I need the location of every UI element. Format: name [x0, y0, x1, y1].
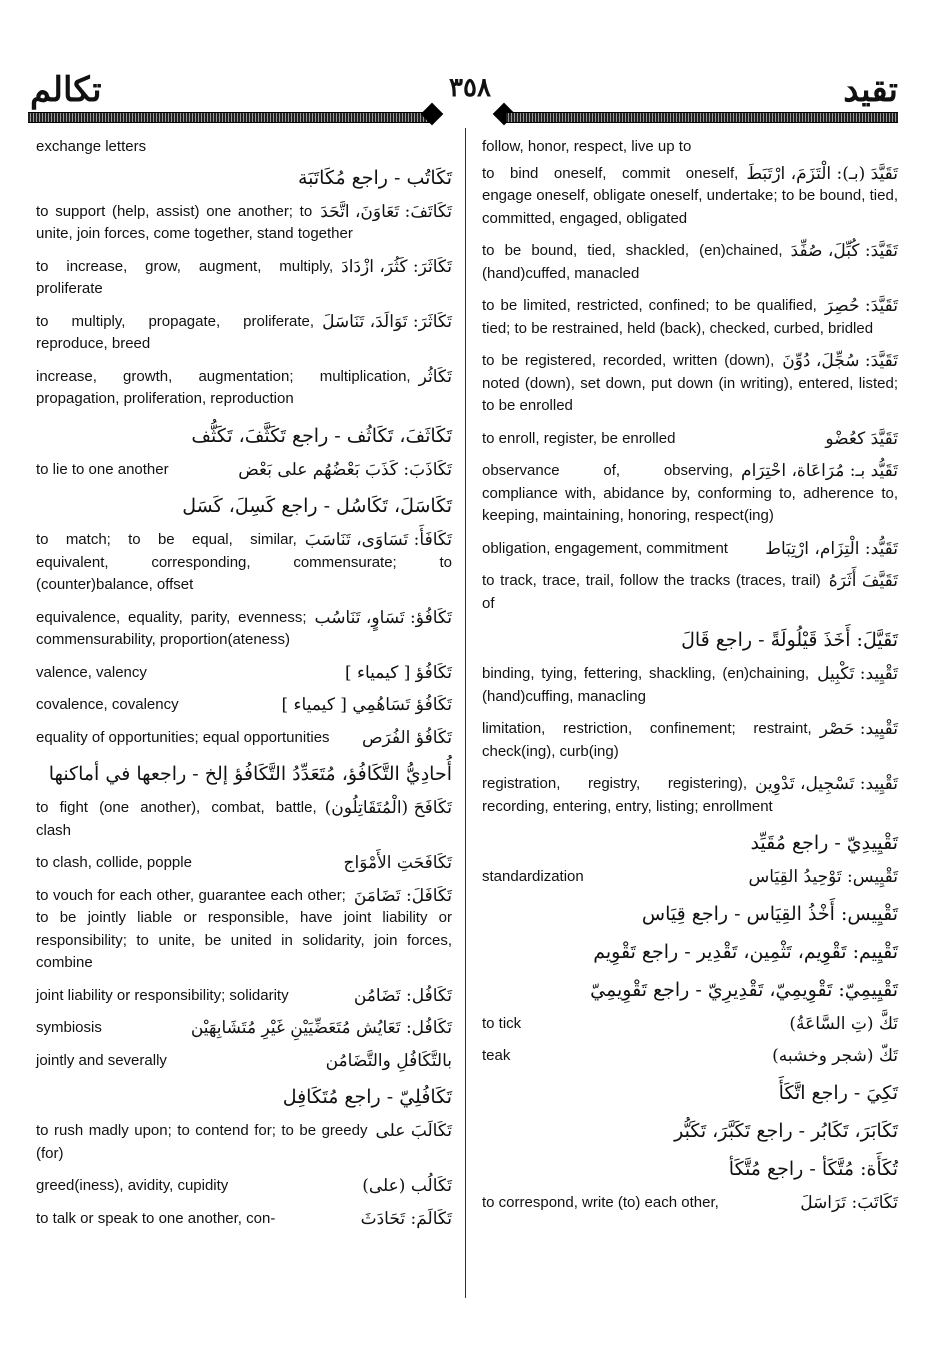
entry-definition-english: to talk or speak to one another, con- [36, 1209, 276, 1227]
right-column [482, 136, 898, 1224]
entry-definition-english: to clash, collide, popple [36, 854, 192, 871]
dictionary-entry [36, 1120, 452, 1165]
entry-definition-english: limitation, restriction, confinement; restraint, check(ing), curb(ing) [482, 720, 812, 760]
arabic-cross-reference: تَكَاثَفَ، تَكَاثُف - راجع تَكَثَّفَ، تَكَثُّف [191, 424, 452, 447]
dictionary-entry [482, 163, 898, 231]
entry-definition-english: symbiosis [36, 1019, 102, 1036]
entry-definition-english: to enroll, register, be enrolled [482, 429, 676, 447]
entry-definition-english: binding, tying, fettering, shackling, (en)chaining, (hand)cuffing, manacling [482, 665, 810, 705]
entry-definition-english: equivalence, equality, parity, evenness; commensurability, proportion(ateness) [36, 608, 307, 648]
entry-headword-arabic: تَقْيِيد: تَسْجِيل، تَدْوِين [755, 774, 898, 794]
entry-definition-english: to correspond, write (to) each other, [482, 1193, 719, 1211]
entry-definition-english: obligation, engagement, commitment [482, 539, 728, 557]
entry-definition-english: covalence, covalency [36, 696, 179, 713]
entry-headword-arabic: تَقَيَّدَ (بـ): الْتَزَمَ، ارْتَبَطَ [746, 163, 898, 184]
entry-headword-arabic: تَقَيَّدَ: سُجِّلَ، دُوِّنَ [782, 351, 898, 371]
dictionary-entry [36, 852, 452, 875]
dictionary-entry [36, 256, 452, 301]
entry-headword-arabic: تَقَيَّفَ أَثَرَهُ [828, 571, 898, 591]
entry-definition-english: to be bound, tied, shackled, (en)chained, (hand)cuffed, manacled [482, 242, 783, 282]
dictionary-entry [482, 773, 898, 818]
dictionary-entry [36, 694, 452, 717]
entry-headword-arabic: تَكَالَمَ: تَحَادَثَ [360, 1208, 452, 1229]
entry-definition-english: valence, valency [36, 663, 147, 681]
entry-headword-arabic: تَكَاثُر [418, 366, 452, 387]
left-column [36, 136, 452, 1240]
arabic-cross-reference: تَكَاسَلَ، تَكَاسُل - راجع كَسِلَ، كَسَل [182, 495, 452, 517]
entry-headword-arabic: تَكَاتَفَ: تَعَاوَنَ، اتَّحَدَ [320, 201, 452, 222]
dictionary-entry [482, 718, 898, 763]
entry-headword-arabic: تَكَافُل: تَضَامُن [353, 985, 452, 1006]
entry-definition-english: to lie to one another [36, 460, 169, 478]
arabic-cross-reference: أُحادِيُّ التَّكَافُؤ، مُتَعَدِّدُ التَّكَافُؤ إلخ - راجعها في أماكنها [48, 763, 452, 785]
dictionary-entry [36, 1050, 452, 1073]
dictionary-entry [482, 295, 898, 340]
entry-definition-english: standardization [482, 868, 584, 885]
entry-definition-english: follow, honor, respect, live up to [482, 138, 692, 155]
entry-headword-arabic: تَكَافَحَتِ الأَمْوَاج [343, 853, 452, 873]
dictionary-entry [36, 311, 452, 356]
entry-definition-english: to tick [482, 1014, 522, 1032]
entry-headword-arabic: تَكَافُؤ [ كيمياء ] [344, 662, 452, 683]
entry-headword-arabic: تَقَيُّد: الْتِزَام، ارْتِبَاط [765, 538, 898, 559]
header-rule-right [506, 112, 898, 123]
dictionary-entry [36, 366, 452, 411]
dictionary-entry [36, 607, 452, 652]
entry-definition-english: to increase, grow, augment, multiply, proliferate [36, 257, 334, 297]
entry-headword-arabic: تَكَافُؤ: تَسَاوٍ، تَنَاسُب [314, 607, 452, 628]
entry-headword-arabic: تَقْيِيد: تَكْبِيل [817, 664, 898, 684]
entry-definition-english: to track, trace, trail, follow the tracks (traces, trail) of [482, 572, 821, 612]
arabic-cross-reference: تَقْيِيدِيّ - راجع مُقَيِّد [750, 832, 898, 854]
entry-headword-arabic: تَكَافُؤ الفُرَص [361, 727, 452, 748]
dictionary-entry [36, 1208, 452, 1231]
entry-headword-arabic: تَكَاتَبَ: تَرَاسَلَ [800, 1192, 898, 1213]
entry-definition-english: observance of, observing, compliance with, abidance by, conforming to, adherence to, keeping, maintaining, honoring, respect(ing) [482, 462, 898, 524]
entry-headword-arabic: تَقَيَّدَ: كُبِّلَ، صُفِّدَ [790, 241, 898, 261]
entry-definition-english: to support (help, assist) one another; to unite, join forces, come together, stand together [36, 202, 353, 242]
arabic-cross-reference: تَكَابَرَ، تَكَابُر - راجع تَكَبَّرَ، تَكَبُّر [674, 1119, 898, 1142]
dictionary-entry [482, 1045, 898, 1068]
dictionary-entry [482, 240, 898, 285]
entry-headword-arabic: تَقَيَّدَ: حُصِرَ [824, 296, 898, 316]
entry-headword-arabic: تَكَالُب (على) [362, 1176, 452, 1196]
dictionary-entry [482, 350, 898, 418]
entry-definition-english: to match; to be equal, similar, equivalent, corresponding, commensurate; to (counter)balance, offset [36, 531, 452, 593]
dictionary-entry [482, 866, 898, 889]
entry-definition-english: equality of opportunities; equal opportunities [36, 728, 330, 746]
entry-definition-english: to multiply, propagate, proliferate, reproduce, breed [36, 312, 315, 352]
dictionary-entry [36, 885, 452, 975]
arabic-cross-reference: تَكَاتُب - راجع مُكَاتَبَة [297, 166, 452, 189]
entry-definition-english: to fight (one another), combat, battle, clash [36, 799, 317, 839]
dictionary-entry [36, 529, 452, 597]
dictionary-entry [482, 570, 898, 615]
dictionary-entry [482, 1013, 898, 1036]
entry-headword-arabic: تَقَيُّد بـ: مُرَاعَاة، احْتِرَام [741, 461, 898, 481]
entry-headword-arabic: تَكَافَأَ: تَسَاوَى، تَنَاسَبَ [304, 530, 452, 550]
dictionary-entry [36, 727, 452, 750]
entry-definition-english: teak [482, 1047, 511, 1064]
dictionary-entry [482, 460, 898, 528]
entry-definition-english: to vouch for each other, guarantee each other; to be jointly liable or responsible, have joint liability or responsibility; to unite, be united in solidarity, join forces, combine [36, 886, 452, 971]
entry-definition-english: jointly and severally [36, 1051, 167, 1069]
arabic-cross-reference: تَكِيَ - راجع اتَّكَأَ [778, 1081, 898, 1104]
dictionary-entry [36, 1175, 452, 1198]
entry-definition-english: to bind oneself, commit oneself, engage oneself, obligate oneself, undertake; to be bound, tied, committed, engaged, obligated [482, 164, 898, 227]
dictionary-entry [36, 459, 452, 482]
header-guide-word-left: تكالم [30, 70, 102, 110]
dictionary-entry [482, 538, 898, 561]
entry-headword-arabic: تَقْيِيس: تَوْحِيدُ القِيَاس [748, 867, 898, 887]
entry-headword-arabic: تَكَاثَرَ: تَوَالَدَ، تَنَاسَلَ [322, 311, 452, 332]
arabic-cross-reference: تَقَيَّلَ: أَخَذَ قَيْلُولَةً - راجع قَالَ [681, 629, 898, 651]
header-guide-word-right: تقيد [843, 70, 898, 110]
entry-headword-arabic: تَقْيِيد: حَصْر [819, 719, 898, 739]
dictionary-entry [36, 797, 452, 842]
arabic-cross-reference: تَقْيِيمِيّ: تَقْوِيمِيّ، تَقْدِيرِيّ - راجع تَقْوِيمِيّ [590, 978, 898, 1001]
dictionary-entry [36, 136, 452, 159]
dictionary-entry [36, 1017, 452, 1040]
arabic-cross-reference: تَكَافُلِيّ - راجع مُتَكَافِل [282, 1086, 452, 1108]
dictionary-entry [36, 985, 452, 1008]
dictionary-entry [482, 428, 898, 451]
entry-headword-arabic: تَقَيَّدَ كعُضْو [825, 428, 898, 449]
entry-headword-arabic: تَكَالَبَ على [375, 1121, 452, 1141]
dictionary-entry [482, 136, 898, 159]
entry-definition-english: to rush madly upon; to contend for; to be greedy (for) [36, 1122, 368, 1162]
entry-definition-english: joint liability or responsibility; solidarity [36, 986, 289, 1004]
dictionary-entry [482, 663, 898, 708]
entry-headword-arabic: تَكَّ (تِ السَّاعَةُ) [789, 1013, 898, 1034]
dictionary-entry [482, 1192, 898, 1215]
column-divider [465, 128, 466, 1298]
entry-headword-arabic: تَكَافُؤ تَسَاهُمِي [ كيمياء ] [281, 695, 452, 715]
dictionary-entry [36, 201, 452, 246]
arabic-cross-reference: تُكَأَة: مُتَّكَأ - راجع مُتَّكَأ [728, 1157, 898, 1180]
entry-headword-arabic: تَكَافَحَ (الْمُتَقَاتِلُون) [324, 798, 452, 818]
arabic-cross-reference: تَقْيِيم: تَقْوِيم، تَثْمِين، تَقْدِير - راجع تَقْوِيم [593, 940, 898, 963]
dictionary-entry [36, 662, 452, 685]
entry-headword-arabic: تَكَاثَرَ: كَثُرَ، ازْدَادَ [341, 256, 452, 277]
entry-definition-english: increase, growth, augmentation; multiplication, propagation, proliferation, reproduction [36, 367, 411, 407]
entry-definition-english: to be registered, recorded, written (down), noted (down), set down, put down (in writing), entered, listed; to be enrolled [482, 352, 898, 414]
entry-definition-english: registration, registry, registering), recording, entering, entry, listing; enrollment [482, 775, 773, 815]
entry-definition-english: greed(iness), avidity, cupidity [36, 1177, 229, 1194]
entry-definition-english: exchange letters [36, 138, 147, 155]
entry-headword-arabic: تَكَافُل: تَعَايُش مُتَعَضِّيَيْنِ غَيْرِ مُتَشَابِهَيْن [190, 1018, 452, 1038]
entry-headword-arabic: تَكَافَلَ: تَضَامَنَ [353, 885, 452, 906]
entry-headword-arabic: تَكّ (شجر وخشبه) [772, 1046, 898, 1066]
entry-definition-english: to be limited, restricted, confined; to be qualified, tied; to be restrained, held (back), checked, curbed, bridled [482, 297, 874, 337]
page-number: ٣٥٨ [449, 73, 491, 103]
entry-headword-arabic: تَكَاذَبَ: كَذَبَ بَعْضُهُم على بَعْض [238, 459, 452, 480]
entry-headword-arabic: بالتَّكَافُلِ والتَّضَامُن [325, 1050, 452, 1071]
header-rule-left [28, 112, 430, 123]
arabic-cross-reference: تَقْيِيس: أَخْذُ القِيَاس - راجع قِيَاس [641, 902, 898, 925]
